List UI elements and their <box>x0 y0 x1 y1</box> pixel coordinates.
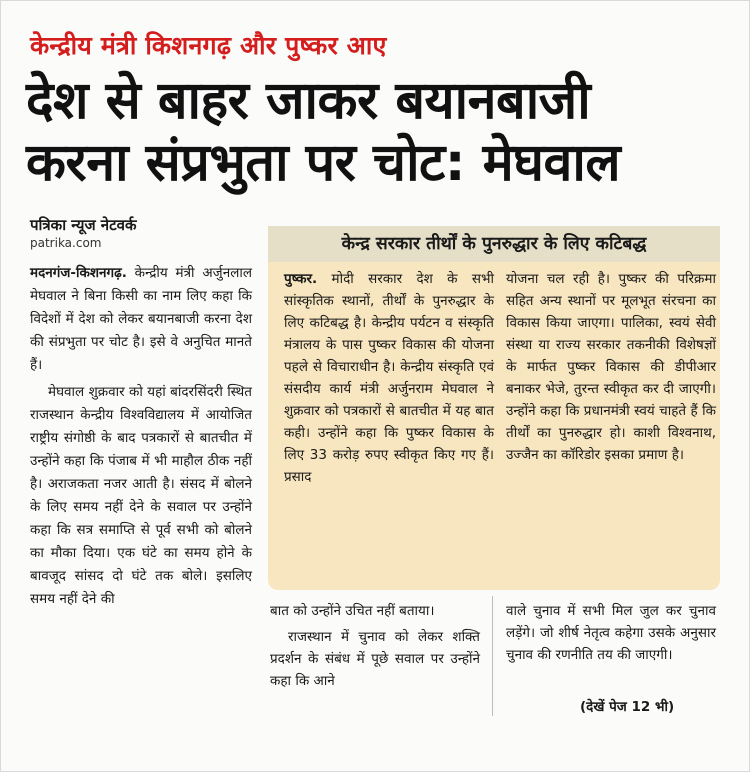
article-paragraph-2: मेघवाल शुक्रवार को यहां बांदरसिंदरी स्थित राजस्थान केन्द्रीय विश्वविद्यालय में आयोजित राष्ट्रीय संगोष्ठी के बाद पत्रकारों से बातचीत में उन्होंने कहा कि पंजाब में भी माहौल ठीक नहीं है। अराजकता नजर आती है। संसद में बोलने के लिए समय नहीं देने के सवाल पर उन्होंने कहा कि सत्र समाप्ति से पूर्व सभी को बोलने का मौका दिया। एक घंटे का समय होने के बावजूद सांसद दो घंटे तक बोले। इसलिए समय नहीं देने की <box>30 384 252 607</box>
sidebar-paragraph-2: योजना चल रही है। पुष्कर की परिक्रमा सहित अन्य स्थानों पर मूलभूत संरचना का विकास किया जाएगा। पालिका, स्वयं सेवी संस्था या राज्य सरकार तकनीकी विशेषज्ञों के मार्फत पुष्कर विकास की डीपीआर बनाकर भेजे, तुरन्त स्वीकृत कर दी जाएगी। उन्होंने कहा कि प्रधानमंत्री स्वयं चाहते हैं कि तीर्थों का पुनरुद्धार हो। काशी विश्वनाथ, उज्जैन का कॉरिडोर इसका प्रमाण है। <box>506 271 716 463</box>
sidebar-column-2 <box>506 268 716 466</box>
column-divider <box>492 596 493 716</box>
headline-line-2: करना संप्रभुता पर चोट: मेघवाल <box>26 133 621 193</box>
sidebar-paragraph-1-text: मोदी सरकार देश के सभी सांस्कृतिक स्थानों, तीर्थों के पुनरुद्धार के लिए कटिबद्ध है। केन्द्रीय पर्यटन व संस्कृति मंत्रालय के पास पुष्कर विकास की योजना पहले से विचाराधीन है। केन्द्रीय संस्कृति एवं संसदीय कार्य मंत्री अर्जुनराम मेघवाल ने शुक्रवार को पत्रकारों से बातचीत में यह बात कही। उन्होंने कहा कि पुष्कर विकास के लिए 33 करोड़ रुपए स्वीकृत किए गए हैं। प्रसाद <box>284 271 494 485</box>
article-paragraph-3: बात को उन्होंने उचित नहीं बताया। <box>270 603 435 619</box>
sidebar-column-1 <box>284 268 494 488</box>
article-column-3 <box>506 600 716 666</box>
article-paragraph-5: वाले चुनाव में सभी मिल जुल कर चुनाव लड़ेंगे। जो शीर्ष नेतृत्व कहेगा उसके अनुसार चुनाव की रणनीति तय की जाएगी। <box>506 603 716 663</box>
sidebar-dateline: पुष्कर. <box>284 271 318 287</box>
headline-line-1: देश से बाहर जाकर बयानबाजी <box>26 71 591 131</box>
kicker-headline: केन्द्रीय मंत्री किशनगढ़ और पुष्कर आए <box>30 31 387 60</box>
article-paragraph-1-text: केन्द्रीय मंत्री अर्जुनलाल मेघवाल ने बिना किसी का नाम लिए कहा कि विदेशों में देश को लेकर बयानबाजी करना देश की संप्रभुता पर चोट है। इसे वे अनुचित मानते हैं। <box>30 265 252 373</box>
see-more-note: (देखें पेज 12 भी) <box>580 699 675 715</box>
article-paragraph-1 <box>30 262 252 377</box>
article-paragraph-4: राजस्थान में चुनाव को लेकर शक्ति प्रदर्शन के संबंध में पूछे सवाल पर उन्होंने कहा कि आने <box>270 629 480 689</box>
article-column-1 <box>30 262 252 611</box>
byline: पत्रिका न्यूज नेटवर्क <box>30 216 137 234</box>
article-column-2 <box>270 600 480 692</box>
main-headline <box>26 70 726 194</box>
dateline: मदनगंज-किशनगढ़. <box>30 265 127 281</box>
sidebar-box-title: केन्द्र सरकार तीर्थों के पुनरुद्धार के लिए कटिबद्ध <box>268 226 720 262</box>
sidebar-paragraph-1 <box>284 268 494 488</box>
site-name: patrika.com <box>30 236 102 250</box>
